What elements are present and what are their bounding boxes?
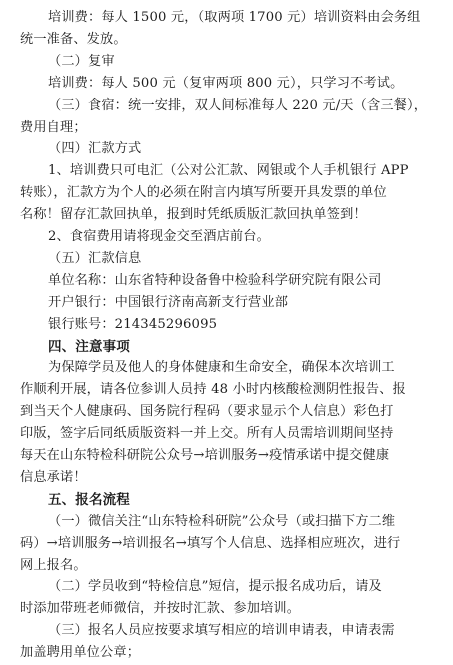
document-line: 培训费：每人 1500 元，（取两项 1700 元）培训资料由会务组: [48, 10, 421, 25]
document-line: 加盖聘用单位公章；: [20, 645, 141, 661]
document-line: 码）→培训服务→培训报名→填写个人信息、选择相应班次，进行: [20, 535, 401, 551]
document-line: 每天在山东特检科研院公众号→培训服务→疫情承诺中提交健康: [20, 448, 390, 463]
document-line: 银行账号：214345296095: [48, 316, 218, 332]
document-line: （二）学员收到“特检信息”短信，提示报名成功后，请及: [48, 579, 382, 595]
document-line: 印版，签字后同纸质版资料一并上交。所有人员需培训期间坚持: [20, 426, 394, 442]
document-line: 转账），汇款方为个人的必须在附言内填写所要开具发票的单位: [20, 185, 387, 201]
section-heading: 四、注意事项: [48, 338, 130, 355]
document-line: 到当天个人健康码、国务院行程码（要求显示个人信息）彩色打: [20, 404, 394, 420]
document-line: （五）汇款信息: [48, 250, 142, 266]
document-line: （三）报名人员应按要求填写相应的培训申请表，申请表需: [48, 623, 395, 639]
document-line: （二）复审: [48, 53, 115, 69]
document-line: 时添加带班老师微信，并按时汇款、参加培训。: [20, 601, 301, 617]
document-line: 为保障学员及他人的身体健康和生命安全，确保本次培训工: [48, 360, 395, 376]
document-line: 网上报名。: [20, 557, 87, 573]
document-line: （一）微信关注“山东特检科研院”公众号（或扫描下方二维: [48, 513, 396, 529]
document-line: （三）食宿：统一安排，双人间标准每人 220 元/天（含三餐），: [48, 97, 428, 113]
document-line: 1、培训费只可电汇（公对公汇款、网银或个人手机银行 APP: [48, 163, 409, 179]
document-line: 信息承诺！: [20, 469, 87, 485]
document-line: 培训费：每人 500 元（复审两项 800 元），只学习不考试。: [48, 75, 404, 91]
section-heading: 五、报名流程: [48, 491, 130, 508]
document-line: 费用自理；: [20, 119, 87, 135]
document-line: 单位名称：山东省特种设备鲁中检验科学研究院有限公司: [48, 272, 382, 288]
document-line: 统一准备、发放。: [20, 31, 127, 47]
document-line: 名称！留存汇款回执单，报到时凭纸质版汇款回执单签到！: [20, 207, 367, 223]
document-line: （四）汇款方式: [48, 141, 142, 157]
document-line: 开户银行：中国银行济南高新支行营业部: [48, 294, 289, 310]
document-line: 作顺利开展，请各位参训人员持 48 小时内核酸检测阴性报告、报: [20, 382, 406, 398]
document-line: 2、食宿费用请将现金交至酒店前台。: [48, 229, 270, 244]
